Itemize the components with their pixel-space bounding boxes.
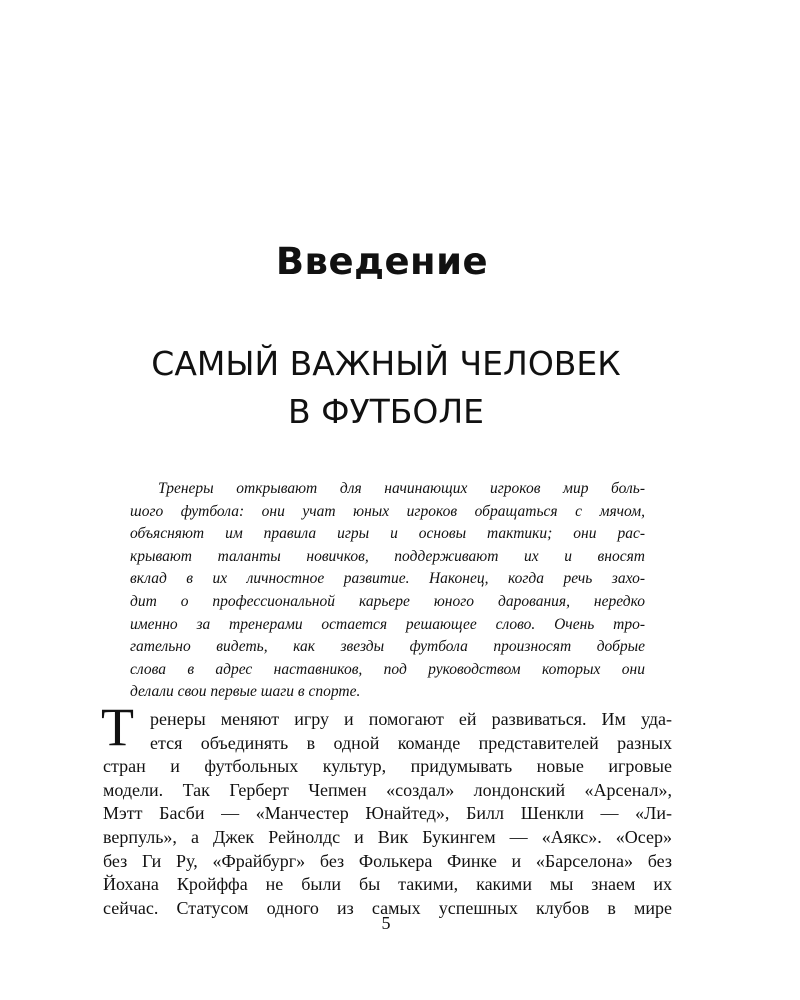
body-paragraph (103, 708, 672, 920)
chapter-subtitle (0, 340, 772, 436)
epigraph (130, 478, 645, 704)
epigraph-line: крывают таланты новичков, поддерживают их и вносят (130, 547, 645, 565)
epigraph-line: Тренеры открывают для начинающих игроков мир боль- (158, 480, 645, 497)
page-number: 5 (381, 913, 391, 933)
subtitle-line: САМЫЙ ВАЖНЫЙ ЧЕЛОВЕК (151, 344, 621, 383)
epigraph-line: именно за тренерами остается решающее слово. Очень тро- (130, 615, 645, 633)
epigraph-line: гательно видеть, как звезды футбола произносят добрые (130, 638, 645, 656)
subtitle-line: В ФУТБОЛЕ (287, 392, 485, 431)
body-line: Мэтт Басби — «Манчестер Юнайтед», Билл Шенкли — «Ли- (103, 803, 672, 824)
body-line: ется объединять в одной команде представителей разных (150, 732, 672, 753)
body-line: Йохана Кройффа не были бы такими, какими мы знаем их (103, 874, 672, 895)
chapter-title: Введение (275, 240, 489, 283)
body-line: модели. Так Герберт Чепмен «создал» лондонский «Арсенал», (103, 779, 672, 800)
body-line: без Ги Ру, «Фрайбург» без Фолькера Финке и «Барселона» без (103, 850, 672, 871)
epigraph-line: шого футбола: они учат юных игроков обращаться с мячом, (130, 502, 645, 520)
epigraph-line: дит о профессиональной карьере юного дарования, нередко (130, 592, 645, 610)
body-line: сейчас. Статусом одного из самых успешных клубов в мире (103, 897, 672, 918)
body-line: стран и футбольных культур, придумывать новые игровые (103, 756, 672, 777)
body-line: верпуль», а Джек Рейнолдс и Вик Букингем — «Аякс». «Осер» (103, 826, 672, 847)
drop-cap: Т (101, 697, 134, 757)
epigraph-line: объясняют им правила игры и основы тактики; они рас- (130, 525, 645, 543)
body-line: ренеры меняют игру и помогают ей развиваться. Им уда- (150, 709, 672, 729)
epigraph-line: делали свои первые шаги в спорте. (130, 683, 361, 701)
epigraph-line: слова в адрес наставников, под руководством которых они (130, 660, 645, 678)
epigraph-line: вклад в их личностное развитие. Наконец, когда речь захо- (130, 570, 645, 588)
